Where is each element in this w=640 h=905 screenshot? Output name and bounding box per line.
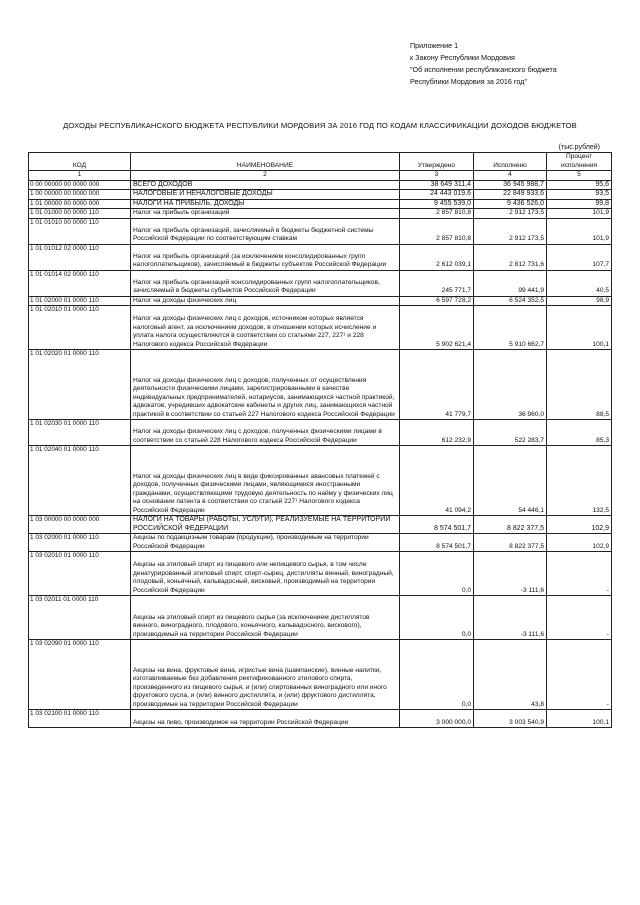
row-executed: 6 524 352,5 (474, 296, 547, 306)
row-code: 1 01 02030 01 0000 110 (29, 420, 131, 446)
row-name: НАЛОГОВЫЕ И НЕНАЛОГОВЫЕ ДОХОДЫ (131, 190, 400, 200)
row-percent: 95,6 (547, 180, 612, 190)
row-name: Налог на прибыль организаций (за исключением консолидированных групп налогоплательщиков), зачисляемый в бюджеты субъектов Российской Федерации (131, 244, 400, 270)
row-code: 1 03 02010 01 0000 110 (29, 552, 131, 596)
row-name: Налог на доходы физических лиц в виде фиксированных авансовых платежей с доходов, полученных физическими лицами, являющимися иностранными гражданами, осуществляющими трудовую деятельность по найму у физических лиц на основании патента в соответствии со статьей 227¹ Налогового кодекса Российской Федерации (131, 446, 400, 516)
row-approved: 8 574 501,7 (400, 534, 474, 552)
row-executed: 2 912 173,5 (474, 209, 547, 219)
col-number: 5 (547, 171, 612, 181)
row-executed: -3 111,6 (474, 596, 547, 640)
row-executed: 43,8 (474, 640, 547, 710)
row-executed: 54 446,1 (474, 446, 547, 516)
row-percent: - (547, 640, 612, 710)
row-percent: 102,9 (547, 516, 612, 534)
table-row (29, 218, 612, 244)
table-row (29, 209, 612, 219)
row-approved: 41 094,2 (400, 446, 474, 516)
table-row (29, 534, 612, 552)
row-executed: 8 822 377,5 (474, 534, 547, 552)
table-body (29, 180, 612, 728)
row-code: 1 01 01012 02 0000 110 (29, 244, 131, 270)
appendix-line: к Закону Республики Мордовия (410, 53, 515, 62)
row-name: Налог на доходы физических лиц с доходов, полученных физическими лицами в соответствии со статьей 228 Налогового кодекса Российской Федерации (131, 420, 400, 446)
row-percent: 107,7 (547, 244, 612, 270)
row-name: Налог на прибыль организаций, зачисляемый в бюджеты бюджетной системы Российской Федерации по соответствующим ставкам (131, 218, 400, 244)
row-name: НАЛОГИ НА ПРИБЫЛЬ, ДОХОДЫ (131, 199, 400, 209)
row-executed: 522 283,7 (474, 420, 547, 446)
row-approved: 2 612 039,1 (400, 244, 474, 270)
row-name: Налог на прибыль организаций (131, 209, 400, 219)
table-row (29, 244, 612, 270)
row-name: Налог на доходы физических лиц (131, 296, 400, 306)
table-row (29, 516, 612, 534)
appendix-line: Республики Мордовия за 2016 год" (410, 77, 527, 86)
row-code: 1 01 01010 00 0000 110 (29, 218, 131, 244)
revenue-table (28, 152, 612, 728)
row-executed: -3 111,6 (474, 552, 547, 596)
row-name: Акцизы на этиловый спирт из пищевого сырья (за исключением дистиллятов винного, виноградного, плодового, коньячного, кальвадосного, вискового), производимый на территории Российской Федерации (131, 596, 400, 640)
row-code: 1 03 02000 01 0000 110 (29, 534, 131, 552)
row-name: ВСЕГО ДОХОДОВ (131, 180, 400, 190)
col-number: 4 (474, 171, 547, 181)
row-approved: 9 455 539,0 (400, 199, 474, 209)
table-row (29, 296, 612, 306)
row-approved: 24 443 019,6 (400, 190, 474, 200)
row-percent: 102,9 (547, 534, 612, 552)
col-header-approved: Утверждено (400, 153, 474, 171)
row-executed: 22 849 933,6 (474, 190, 547, 200)
row-percent: 93,5 (547, 190, 612, 200)
row-executed: 8 822 377,5 (474, 516, 547, 534)
row-name: НАЛОГИ НА ТОВАРЫ (РАБОТЫ, УСЛУГИ), РЕАЛИЗУЕМЫЕ НА ТЕРРИТОРИИ РОССИЙСКОЙ ФЕДЕРАЦИИ (131, 516, 400, 534)
row-approved: 612 232,9 (400, 420, 474, 446)
row-approved: 41 779,7 (400, 350, 474, 420)
row-percent: 101,9 (547, 209, 612, 219)
row-executed: 99 441,9 (474, 270, 547, 296)
row-code: 1 03 00000 00 0000 000 (29, 516, 131, 534)
appendix-line: "Об исполнении республиканского бюджета (410, 65, 557, 74)
row-approved: 2 857 810,8 (400, 218, 474, 244)
row-percent: 99,8 (547, 199, 612, 209)
row-code: 1 03 02011 01 0000 110 (29, 596, 131, 640)
row-code: 1 01 00000 00 0000 000 (29, 199, 131, 209)
row-approved: 5 902 621,4 (400, 306, 474, 350)
row-percent: 100,1 (547, 306, 612, 350)
row-percent: 88,5 (547, 350, 612, 420)
row-percent: 98,9 (547, 296, 612, 306)
row-approved: 6 597 728,2 (400, 296, 474, 306)
row-executed: 3 003 540,9 (474, 710, 547, 728)
col-number: 3 (400, 171, 474, 181)
row-executed: 36 945 988,7 (474, 180, 547, 190)
row-code: 1 01 02040 01 0000 110 (29, 446, 131, 516)
row-code: 0 00 00000 00 0000 000 (29, 180, 131, 190)
row-approved: 0,0 (400, 640, 474, 710)
row-code: 1 00 00000 00 0000 000 (29, 190, 131, 200)
appendix-line: Приложение 1 (410, 41, 459, 50)
appendix-note (410, 40, 557, 88)
row-approved: 0,0 (400, 596, 474, 640)
row-approved: 3 000 000,0 (400, 710, 474, 728)
row-name: Акцизы на вина, фруктовые вина, игристые вина (шампанские), винные напитки, изготавливаемые без добавления ректификованного этилового спирта, произведенного из пищевого сырья, и (или) спиртованных виноградного или иного фруктового сусла, и (или) винного дистиллята, и (или) фруктового дистиллята, производимые на территории Российской Федерации (131, 640, 400, 710)
row-percent: - (547, 596, 612, 640)
col-number: 1 (29, 171, 131, 181)
table-row (29, 710, 612, 728)
table-row (29, 596, 612, 640)
table-row (29, 180, 612, 190)
col-header-executed: Исполнено (474, 153, 547, 171)
row-approved: 245 771,7 (400, 270, 474, 296)
col-number: 2 (131, 171, 400, 181)
row-percent: 100,1 (547, 710, 612, 728)
row-executed: 2 812 731,6 (474, 244, 547, 270)
col-header-name: НАИМЕНОВАНИЕ (131, 153, 400, 171)
table-row (29, 420, 612, 446)
table-row (29, 640, 612, 710)
table-row (29, 190, 612, 200)
row-approved: 0,0 (400, 552, 474, 596)
row-name: Налог на доходы физических лиц с доходов, источником которых является налоговый агент, за исключением доходов, в отношении которых исчисление и уплата налога осуществляются в соответствии со статьями 227, 227¹ и 228 Налогового кодекса Российской Федерации (131, 306, 400, 350)
row-name: Акцизы на пиво, производимое на территории Российской Федерации (131, 710, 400, 728)
row-percent: 101,9 (547, 218, 612, 244)
table-row (29, 270, 612, 296)
row-code: 1 03 02090 01 0000 110 (29, 640, 131, 710)
row-code: 1 01 01000 00 0000 110 (29, 209, 131, 219)
col-header-code: КОД (29, 153, 131, 171)
row-percent: 132,5 (547, 446, 612, 516)
row-name: Налог на прибыль организаций консолидированных групп налогоплательщиков, зачисляемый в бюджеты субъектов Российской Федерации (131, 270, 400, 296)
table-row (29, 446, 612, 516)
row-executed: 36 960,0 (474, 350, 547, 420)
row-code: 1 01 02010 01 0000 110 (29, 306, 131, 350)
row-percent: - (547, 552, 612, 596)
table-row (29, 199, 612, 209)
row-approved: 2 857 810,8 (400, 209, 474, 219)
row-name: Акцизы по подакцизным товарам (продукции), производимым на территории Российской Федерации (131, 534, 400, 552)
row-percent: 85,3 (547, 420, 612, 446)
row-executed: 9 436 526,0 (474, 199, 547, 209)
row-code: 1 03 02100 01 0000 110 (29, 710, 131, 728)
table-row (29, 552, 612, 596)
column-number-row (29, 171, 612, 181)
row-name: Налог на доходы физических лиц с доходов, полученных от осуществления деятельности физическими лицами, зарегистрированными в качестве индивидуальных предпринимателей, нотариусов, занимающихся частной практикой, адвокатов, учредивших адвокатские кабинеты и других лиц, занимающихся частной практикой в соответствии со статьей 227 Налогового кодекса Российской Федерации (131, 350, 400, 420)
row-executed: 2 912 173,5 (474, 218, 547, 244)
row-approved: 8 574 501,7 (400, 516, 474, 534)
row-executed: 5 910 662,7 (474, 306, 547, 350)
row-code: 1 01 02000 01 0000 110 (29, 296, 131, 306)
table-row (29, 306, 612, 350)
row-code: 1 01 02020 01 0000 110 (29, 350, 131, 420)
header-row (29, 153, 612, 171)
document-title: ДОХОДЫ РЕСПУБЛИКАНСКОГО БЮДЖЕТА РЕСПУБЛИКИ МОРДОВИЯ ЗА 2016 ГОД ПО КОДАМ КЛАССИФИКАЦИИ ДОХОДОВ БЮДЖЕТОВ (63, 121, 577, 130)
row-name: Акцизы на этиловый спирт из пищевого или непищевого сырья, в том числе денатурированный этиловый спирт, спирт-сырец, дистилляты винный, виноградный, плодовый, коньячный, кальвадосный, висковый, производимый на территории Российской Федерации (131, 552, 400, 596)
row-percent: 40,5 (547, 270, 612, 296)
row-approved: 38 649 311,4 (400, 180, 474, 190)
table-row (29, 350, 612, 420)
unit-label: (тыс.рублей) (558, 144, 600, 151)
row-code: 1 01 01014 02 0000 110 (29, 270, 131, 296)
col-header-percent: Процент исполнения (547, 153, 612, 171)
